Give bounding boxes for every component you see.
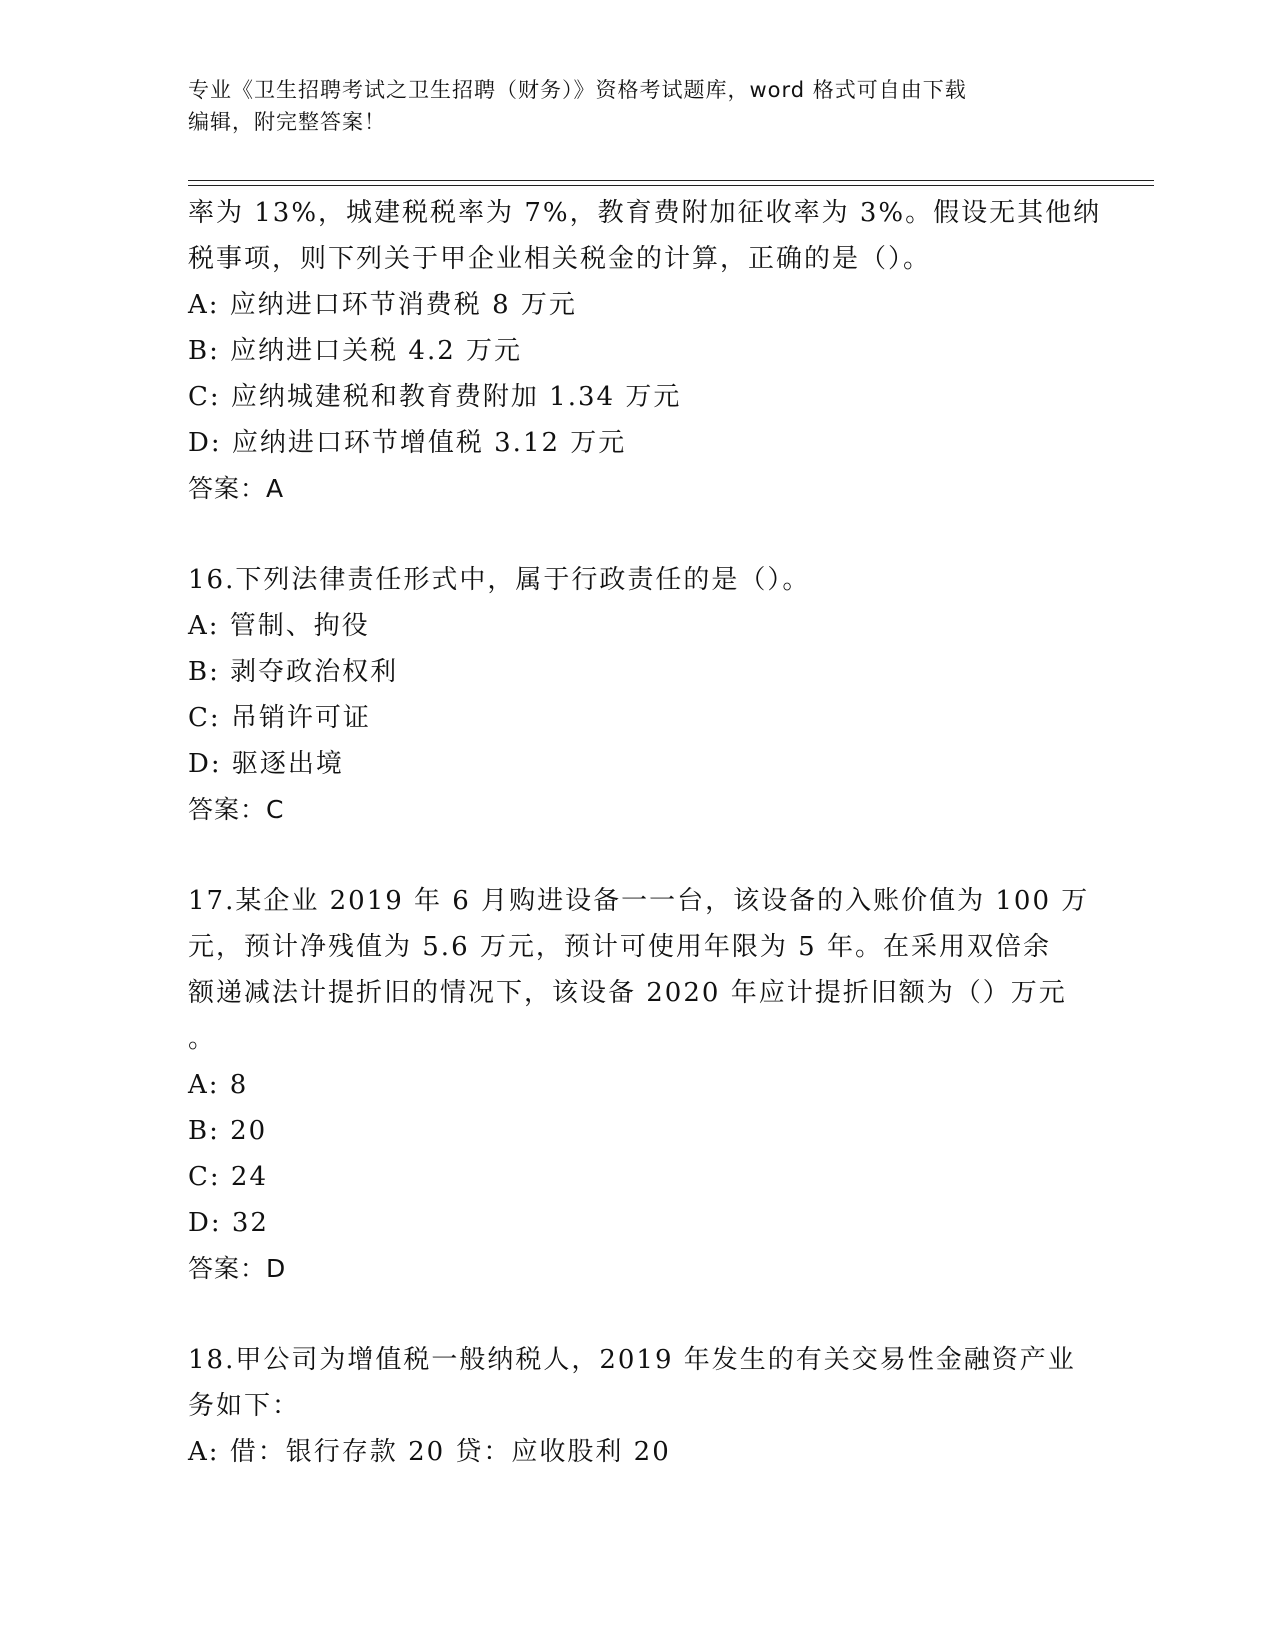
option-b: B: 应纳进口关税 4.2 万元	[188, 336, 523, 366]
option-c: C: 吊销许可证	[188, 703, 371, 733]
question-17	[188, 878, 1088, 1292]
option-a: A: 管制、拘役	[188, 611, 370, 641]
option-d: D: 驱逐出境	[188, 749, 344, 779]
option-a: A: 应纳进口环节消费税 8 万元	[188, 290, 577, 320]
header-line-2: 编辑，附完整答案！	[188, 110, 386, 134]
answer-label: 答案：C	[188, 795, 285, 824]
question-18	[188, 1337, 1088, 1475]
question-15	[188, 190, 1102, 512]
question-16	[188, 557, 1088, 833]
question-stem-line: 率为 13%，城建税税率为 7%，教育费附加征收率为 3%。假设无其他纳	[188, 198, 1102, 228]
header-line-1: 专业《卫生招聘考试之卫生招聘（财务）》资格考试题库，word 格式可自由下载	[188, 78, 967, 102]
option-a: A: 8	[188, 1070, 249, 1100]
document-header	[188, 74, 1068, 138]
header-divider-bottom	[188, 185, 1154, 186]
spacer	[188, 1292, 1088, 1337]
question-stem-line: 额递减法计提折旧的情况下，该设备 2020 年应计提折旧额为（）万元	[188, 978, 1067, 1008]
answer-label: 答案：A	[188, 474, 285, 503]
option-d: D: 32	[188, 1208, 269, 1238]
spacer	[188, 512, 1088, 557]
option-c: C: 应纳城建税和教育费附加 1.34 万元	[188, 382, 682, 412]
option-b: B: 剥夺政治权利	[188, 657, 399, 687]
spacer	[188, 833, 1088, 878]
question-stem-line: 。	[188, 1024, 217, 1054]
option-b: B: 20	[188, 1116, 268, 1146]
option-c: C: 24	[188, 1162, 269, 1192]
option-a: A: 借：银行存款 20 贷：应收股利 20	[188, 1437, 671, 1467]
question-stem-line: 元，预计净残值为 5.6 万元，预计可使用年限为 5 年。在采用双倍余	[188, 932, 1051, 962]
option-d: D: 应纳进口环节增值税 3.12 万元	[188, 428, 627, 458]
question-stem-line: 税事项，则下列关于甲企业相关税金的计算，正确的是（）。	[188, 244, 932, 274]
question-stem-line: 16.下列法律责任形式中，属于行政责任的是（）。	[188, 565, 811, 595]
question-content	[188, 190, 1102, 1475]
header-divider-top	[188, 180, 1154, 181]
answer-label: 答案：D	[188, 1254, 287, 1283]
question-stem-line: 18.甲公司为增值税一般纳税人，2019 年发生的有关交易性金融资产业	[188, 1345, 1076, 1375]
question-stem-line: 务如下：	[188, 1391, 301, 1421]
question-stem-line: 17.某企业 2019 年 6 月购进设备一一台，该设备的入账价值为 100 万	[188, 886, 1090, 916]
